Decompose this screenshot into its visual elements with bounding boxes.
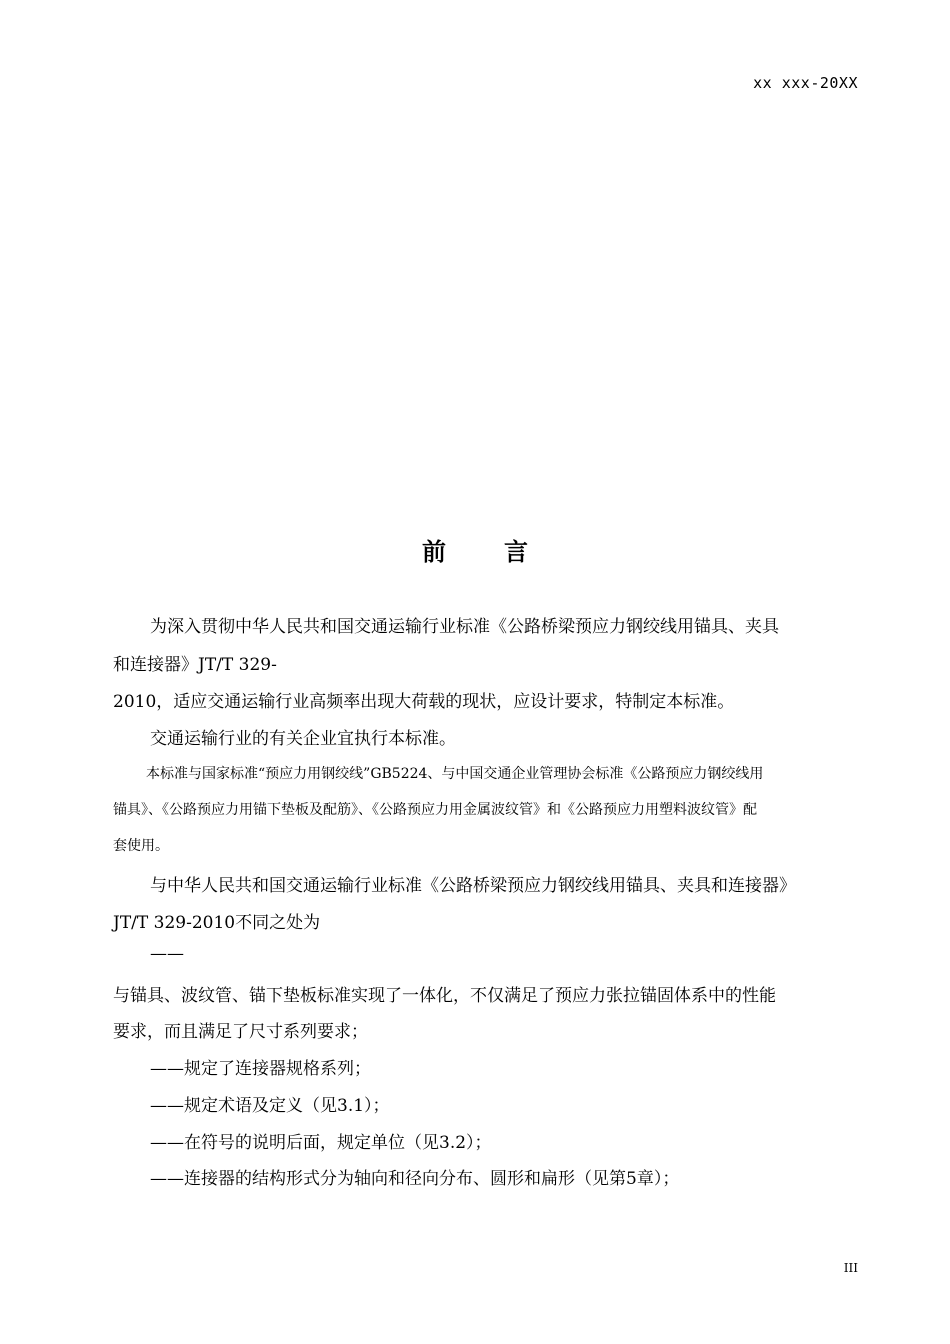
paragraph-line: 交通运输行业的有关企业宜执行本标准。 [150,729,456,749]
paragraph-line: 为深入贯彻中华人民共和国交通运输行业标准《公路桥梁预应力钢绞线用锚具、夹具 [150,617,779,637]
paragraph-line: JT/T 329-2010不同之处为 [113,913,321,933]
title-char-left: 前 [422,538,446,566]
list-item: ——连接器的结构形式分为轴向和径向分布、圆形和扁形（见第5章）； [150,1169,680,1189]
paragraph-line: —— [150,944,184,964]
paragraph-line: 本标准与国家标准“预应力用钢绞线”GB5224、与中国交通企业管理协会标准《公路预应力钢绞线用 [146,766,764,782]
page-number: III [843,1261,858,1275]
list-item: ——规定了连接器规格系列； [150,1059,371,1079]
page-title [0,532,950,567]
list-item: ——在符号的说明后面，规定单位（见3.2）； [150,1133,492,1153]
list-item: ——规定术语及定义（见3.1）； [150,1096,390,1116]
paragraph-line: 要求，而且满足了尺寸系列要求； [113,1022,368,1042]
paragraph-line: 2010，适应交通运输行业高频率出现大荷载的现状，应设计要求，特制定本标准。 [113,692,735,712]
header-code: xx xxx-20XX [753,74,858,92]
paragraph-line: 套使用。 [113,838,169,854]
paragraph-line: 与锚具、波纹管、锚下垫板标准实现了一体化，不仅满足了预应力张拉锚固体系中的性能 [113,986,776,1006]
title-char-right: 言 [504,538,528,566]
paragraph-line: 与中华人民共和国交通运输行业标准《公路桥梁预应力钢绞线用锚具、夹具和连接器》 [150,876,796,896]
paragraph-line: 和连接器》JT/T 329- [113,655,277,675]
paragraph-line: 锚具》、《公路预应力用锚下垫板及配筋》、《公路预应力用金属波纹管》和《公路预应力用塑料波纹管》配 [113,802,757,818]
